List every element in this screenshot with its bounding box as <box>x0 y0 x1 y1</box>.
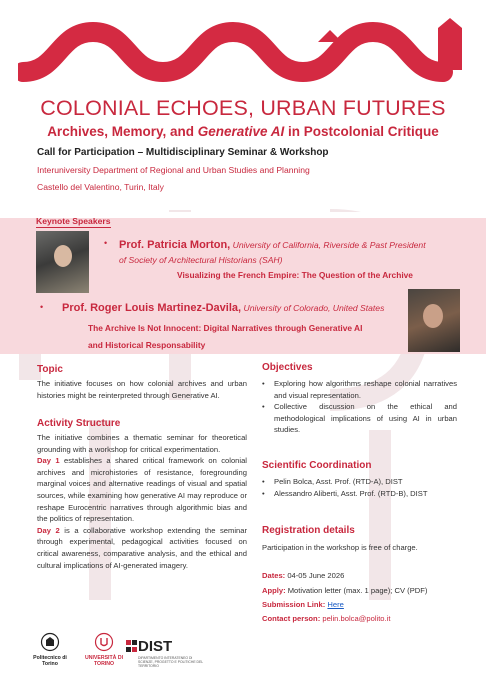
department-name: Interuniversity Department of Regional and Urban Studies and Planning <box>37 165 310 175</box>
list-item: • Pelin Bolca, Asst. Prof. (RTD-A), DIST <box>262 476 457 488</box>
objectives-list <box>262 378 457 436</box>
speaker1-talk-title: Visualizing the French Empire: The Question of the Archive <box>177 270 413 280</box>
dist-logo-icon <box>126 640 137 653</box>
topic-text: The initiative focuses on how colonial archives and urban histories might be reinterpreted through Generative AI. <box>37 379 247 400</box>
call-for-participation: Call for Participation – Multidisciplinary Seminar & Workshop <box>37 147 329 158</box>
objectives-heading: Objectives <box>262 362 313 373</box>
dist-logo-subtext: DIPARTIMENTO INTERATENEO DI SCIENZE, PROGETTO E POLITICHE DEL TERRITORIO <box>138 656 203 668</box>
coordination-heading: Scientific Coordination <box>262 460 372 471</box>
apply-line: Apply: Motivation letter (max. 1 page); CV (PDF) <box>262 586 428 595</box>
polito-logo-icon <box>40 632 60 652</box>
submission-link[interactable]: Here <box>327 600 344 609</box>
bullet-icon: • <box>40 302 44 312</box>
list-item: • Exploring how algorithms reshape colonial narratives and visual representation. <box>262 378 457 401</box>
contact-email-link[interactable]: pelin.bolca@polito.it <box>322 614 391 623</box>
speaker1-photo <box>36 231 89 293</box>
list-item: • Collective discussion on the ethical and methodological implications of using AI in urban studies. <box>262 401 457 436</box>
page-title: COLONIAL ECHOES, URBAN FUTURES <box>40 96 446 120</box>
wave-logo-graphic <box>18 10 468 95</box>
speaker2-talk-title-line2: and Historical Responsability <box>88 340 206 350</box>
activity-text: The initiative combines a thematic seminar for theoretical grounding with a workshop for critical experimentation. Day 1 establishes a shared critical framework on colonial archives and microhistories of resistance, foregrounding marginal voices and alternative readings of visual and spatial sources, while examining how generative AI may reproduce or reshape Eurocentric narratives through algorithmic bias and the politics of representation. Day 2 is a collaborative workshop extending the seminar through experimental, pedagogical activities focused on critical awareness, comparative analysis, and the ethical and cultural implications of AI-generated imagery. <box>37 433 247 570</box>
unito-logo-text: UNIVERSITÀ DI TORINO <box>84 655 124 667</box>
activity-heading: Activity Structure <box>37 418 121 429</box>
polito-logo-text: Politecnico di Torino <box>33 655 67 667</box>
day2-label: Day 2 <box>37 525 60 535</box>
speaker2-entry: Prof. Roger Louis Martinez-Davila, University of Colorado, United States <box>62 302 385 314</box>
registration-text: Participation in the workshop is free of charge. <box>262 543 418 552</box>
bullet-icon: • <box>104 238 108 248</box>
topic-heading: Topic <box>37 364 63 375</box>
speaker2-talk-title-line1: The Archive Is Not Innocent: Digital Narratives through Generative AI <box>88 323 363 333</box>
dates-line: Dates: 04-05 June 2026 <box>262 571 345 580</box>
page-subtitle: Archives, Memory, and Generative AI in Postcolonial Critique <box>47 124 439 139</box>
submission-line: Submission Link: Here <box>262 600 344 609</box>
list-item: • Alessandro Aliberti, Asst. Prof. (RTD-B), DIST <box>262 488 457 500</box>
registration-heading: Registration details <box>262 525 355 536</box>
keynote-heading: Keynote Speakers <box>36 216 111 226</box>
speaker1-entry: Prof. Patricia Morton, University of California, Riverside & Past President of Society of Architectural Historians (SAH) <box>119 239 426 265</box>
day1-label: Day 1 <box>37 456 60 466</box>
unito-logo-icon <box>94 632 114 652</box>
speaker2-photo <box>408 289 460 352</box>
venue: Castello del Valentino, Turin, Italy <box>37 182 164 192</box>
contact-line: Contact person: pelin.bolca@polito.it <box>262 614 391 623</box>
coordination-list <box>262 476 457 499</box>
dist-logo-text: DIST <box>138 638 173 655</box>
